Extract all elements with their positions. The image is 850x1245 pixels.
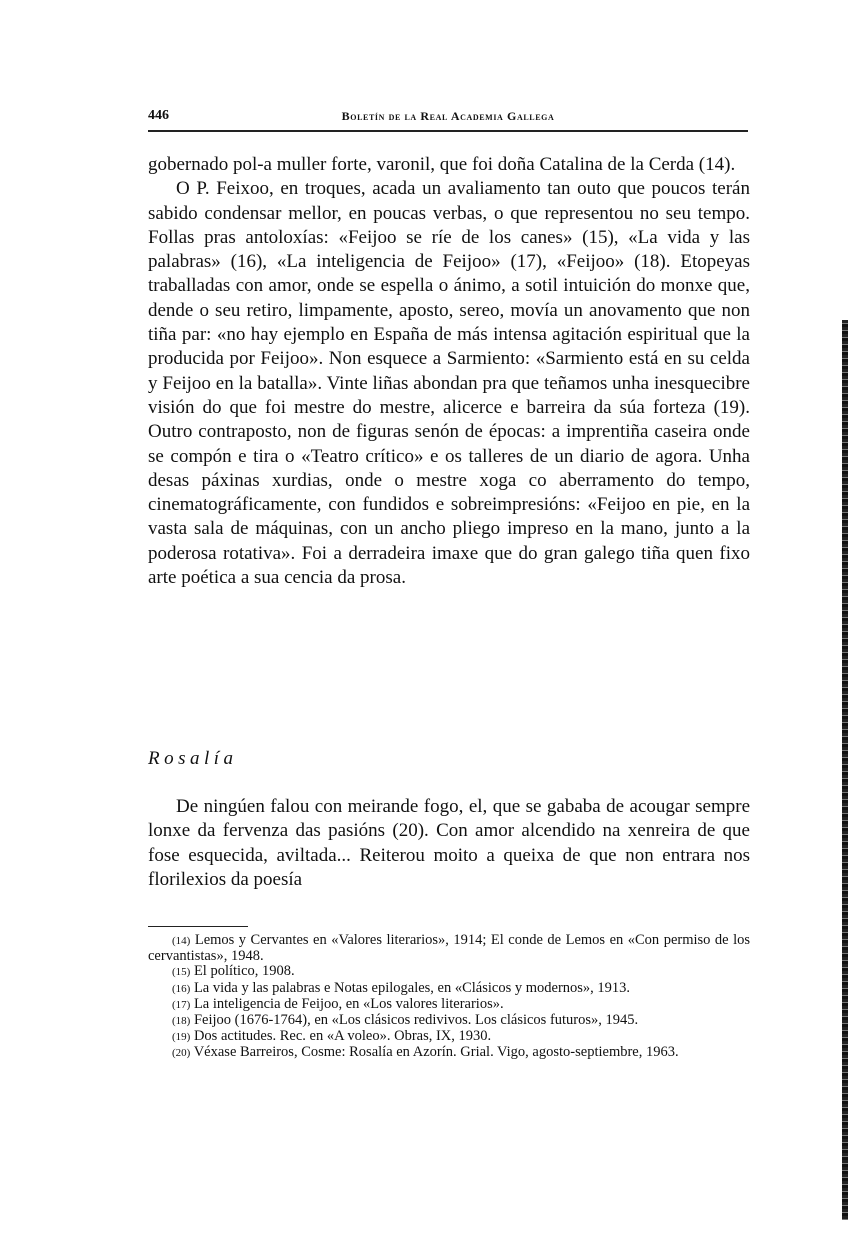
header-rule [148, 130, 748, 132]
scan-edge-artifact [842, 320, 848, 1220]
page-number: 446 [148, 108, 169, 123]
footnote-20: (20) Véxase Barreiros, Cosme: Rosalía en Azorín. Grial. Vigo, agosto-septiembre, 1963. [172, 1044, 679, 1061]
footnote-17: (17) La inteligencia de Feijoo, en «Los valores literarios». [172, 995, 504, 1012]
footnotes [148, 933, 750, 1062]
section-heading-rosalia: Rosalía [148, 748, 238, 769]
paragraph-feixoo: O P. Feixoo, en troques, acada un avaliamento tan outo que poucos terán sabido condensar mellor, en poucas verbas, o que representou no seu tempo. Follas pras antoloxías: «Feijoo se ríe de los canes» (15), «La vida y las palabras» (16), «La inteligencia de Feijoo» (17), «Feijoo» (18). Etopeyas traballadas con amor, onde se espella o ánimo, a sotil intuición do monxe que, dende o seu retiro, limpamente, aposto, sereo, movía un anovamento que non tiña par: «no hay ejemplo en España de más intensa agitación espiritual que la producida por Feijoo». Non esquece a Sarmiento: «Sarmiento está en su celda y Feijoo en la batalla». Vinte liñas abondan pra que teñamos unha inesquecibre visión do que foi mestre do mestre, alicerce e barreira da súa forteza (19). Outro contraposto, non de figuras senón de épocas: a imprentiña caseira onde se compón e tira o «Teatro crítico» e os talleres de un diario de agora. Unha desas páxinas xurdias, onde o mestre xoga co aberramento do tempo, cinematográficamente, con fundidos e sobreimpresións: «Feijoo en pie, en la vasta sala de máquinas, con un ancho pliego impreso en la mano, junto a la poderosa rotativa». Foi a derradeira imaxe que do gran galego tiña quen fixo arte poética a sua cencia da prosa. [148, 178, 750, 589]
main-body [148, 153, 750, 590]
paragraph-continuation: gobernado pol-a muller forte, varonil, que foi doña Catalina de la Cerda (14). [148, 154, 736, 175]
running-title: Boletín de la Real Academia Gallega [341, 109, 555, 123]
footnote-15: (15) El político, 1908. [172, 963, 295, 980]
footnote-19: (19) Dos actitudes. Rec. en «A voleo». Obras, IX, 1930. [172, 1028, 492, 1045]
footnote-14: (14) Lemos y Cervantes en «Valores literarios», 1914; El conde de Lemos en «Con permiso de los cervantistas», 1948. [148, 932, 751, 965]
paragraph-rosalia: De ningúen falou con meirande fogo, el, que se gababa de acougar sempre lonxe da fervenza das pasións (20). Con amor alcendido na xenreira de que fose esquecida, aviltada... Reiterou moito a queixa de que non entrara nos florilexios da poesía [148, 796, 750, 890]
footnote-18: (18) Feijoo (1676-1764), en «Los clásicos redivivos. Los clásicos futuros», 1945. [172, 1012, 639, 1029]
page-header [148, 108, 748, 128]
footnote-16: (16) La vida y las palabras e Notas epilogales, en «Clásicos y modernos», 1913. [172, 979, 631, 996]
footnote-rule [148, 926, 248, 927]
